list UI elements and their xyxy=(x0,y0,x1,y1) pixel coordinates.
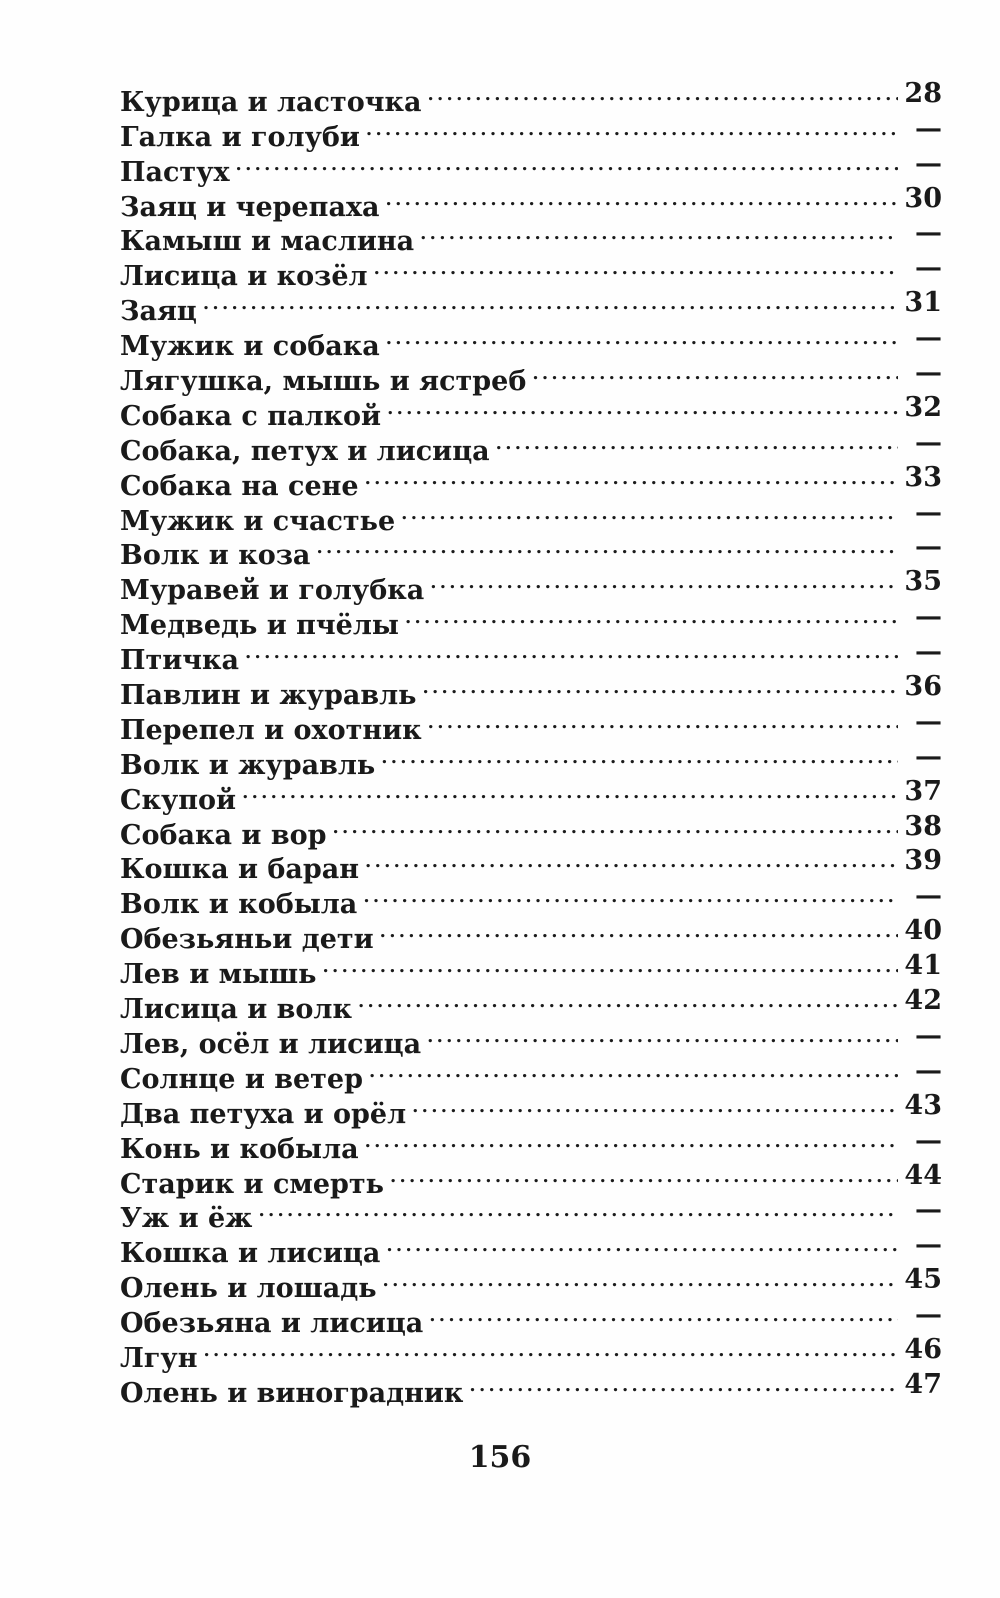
dot-leader xyxy=(316,530,898,565)
toc-entry-title: Павлин и журавль xyxy=(120,680,417,712)
dot-leader xyxy=(422,669,898,704)
toc-entry-title: Лев, осёл и лисица xyxy=(120,1028,422,1060)
toc-entry-page: 43 xyxy=(904,1089,942,1121)
toc-entry-title: Кошка и лисица xyxy=(120,1238,381,1270)
dot-leader xyxy=(374,250,898,285)
toc-entry-title: Лисица и козёл xyxy=(120,261,368,293)
toc-entry-page: — xyxy=(915,1124,942,1156)
toc-entry-page: 47 xyxy=(904,1368,942,1400)
toc-entry-title: Заяц и черепаха xyxy=(120,191,380,223)
toc-entry-page: — xyxy=(915,1194,942,1226)
toc-entry-page: 46 xyxy=(904,1333,942,1365)
toc-entry-page: — xyxy=(915,636,942,668)
toc-entry-title: Обезьяньи дети xyxy=(120,924,374,956)
toc-entry-title: Кошка и баран xyxy=(120,854,360,886)
toc-entry-page: — xyxy=(915,496,942,528)
dot-leader xyxy=(390,1158,898,1193)
toc-entry-page: — xyxy=(915,740,942,772)
table-of-contents xyxy=(120,76,942,1409)
toc-entry-title: Медведь и пчёлы xyxy=(120,610,399,642)
toc-entry-page: 38 xyxy=(904,810,942,842)
toc-entry-page: — xyxy=(915,1019,942,1051)
toc-entry-page: — xyxy=(915,112,942,144)
toc-entry-page: — xyxy=(915,705,942,737)
dot-leader xyxy=(332,809,898,844)
dot-leader xyxy=(358,983,898,1018)
toc-entry-title: Перепел и охотник xyxy=(120,714,422,746)
toc-entry-title: Камыш и маслина xyxy=(120,226,415,258)
dot-leader xyxy=(203,1332,898,1367)
dot-leader xyxy=(365,844,898,879)
toc-entry-page: — xyxy=(915,147,942,179)
toc-entry-page: 44 xyxy=(904,1159,942,1191)
toc-entry-title: Лгун xyxy=(120,1342,198,1374)
toc-entry-title: Конь и кобыла xyxy=(120,1133,359,1165)
toc-entry-title: Волк и журавль xyxy=(120,749,376,781)
toc-entry xyxy=(120,774,942,816)
dot-leader xyxy=(427,1018,898,1053)
dot-leader xyxy=(386,1227,898,1262)
toc-entry-title: Волк и коза xyxy=(120,540,311,572)
toc-entry xyxy=(120,181,942,223)
dot-leader xyxy=(532,355,898,390)
toc-entry-page: 30 xyxy=(904,182,942,214)
toc-entry-title: Собака с палкой xyxy=(120,400,382,432)
toc-entry-title: Галка и голуби xyxy=(120,121,360,153)
page-number: 156 xyxy=(468,1440,532,1475)
dot-leader xyxy=(369,1053,898,1088)
dot-leader xyxy=(242,774,898,809)
toc-entry-page: 28 xyxy=(904,77,942,109)
toc-entry-page: 42 xyxy=(904,985,942,1017)
toc-entry-title: Лягушка, мышь и ястреб xyxy=(120,366,527,398)
dot-leader xyxy=(365,1123,898,1158)
toc-entry-page: 33 xyxy=(904,461,942,493)
dot-leader xyxy=(366,111,898,146)
toc-entry xyxy=(120,1367,942,1409)
dot-leader xyxy=(363,878,898,913)
toc-entry-page: — xyxy=(915,601,942,633)
dot-leader xyxy=(383,1262,898,1297)
dot-leader xyxy=(429,1297,898,1332)
dot-leader xyxy=(380,913,898,948)
toc-entry-page: 32 xyxy=(904,391,942,423)
toc-entry xyxy=(120,76,942,118)
toc-entry-page: 35 xyxy=(904,566,942,598)
toc-entry-title: Собака, петух и лисица xyxy=(120,435,490,467)
toc-entry-page: 45 xyxy=(904,1264,942,1296)
toc-entry-page: 40 xyxy=(904,915,942,947)
toc-entry-page: 39 xyxy=(904,845,942,877)
toc-entry-title: Курица и ласточка xyxy=(120,86,422,118)
toc-entry-title: Олень и лошадь xyxy=(120,1273,377,1305)
toc-entry-title: Лев и мышь xyxy=(120,959,317,991)
dot-leader xyxy=(323,948,898,983)
dot-leader xyxy=(401,495,898,530)
toc-entry xyxy=(120,809,942,851)
toc-entry-title: Олень и виноградник xyxy=(120,1377,464,1409)
dot-leader xyxy=(365,460,898,495)
toc-entry-page: — xyxy=(915,217,942,249)
toc-entry xyxy=(120,320,942,363)
dot-leader xyxy=(381,739,898,774)
dot-leader xyxy=(387,390,898,425)
dot-leader xyxy=(405,599,898,634)
toc-entry xyxy=(120,1332,942,1374)
toc-entry-page: — xyxy=(915,426,942,458)
toc-entry-title: Волк и кобыла xyxy=(120,889,358,921)
toc-entry-page: — xyxy=(915,1054,942,1086)
dot-leader xyxy=(386,320,898,355)
toc-entry-title: Обезьяна и лисица xyxy=(120,1308,424,1340)
dot-leader xyxy=(420,216,898,251)
toc-entry-title: Мужик и счастье xyxy=(120,505,396,537)
toc-entry-title: Скупой xyxy=(120,784,237,816)
toc-entry-title: Солнце и ветер xyxy=(120,1063,363,1095)
toc-entry-page: — xyxy=(915,531,942,563)
toc-entry-title: Два петуха и орёл xyxy=(120,1098,407,1130)
dot-leader xyxy=(412,1088,898,1123)
toc-entry-title: Собака на сене xyxy=(120,470,359,502)
toc-entry-page: — xyxy=(915,357,942,389)
toc-entry xyxy=(120,146,942,188)
toc-entry-title: Муравей и голубка xyxy=(120,575,425,607)
toc-entry-title: Уж и ёж xyxy=(120,1203,253,1235)
dot-leader xyxy=(427,76,898,111)
toc-entry-page: 31 xyxy=(904,287,942,319)
toc-entry-title: Старик и смерть xyxy=(120,1168,384,1200)
dot-leader xyxy=(496,425,898,460)
toc-entry-title: Мужик и собака xyxy=(120,331,380,363)
dot-leader xyxy=(428,704,898,739)
dot-leader xyxy=(258,1193,898,1228)
toc-entry xyxy=(120,285,942,328)
toc-entry-page: 37 xyxy=(904,775,942,807)
dot-leader xyxy=(469,1367,898,1402)
dot-leader xyxy=(203,285,898,320)
toc-entry-page: — xyxy=(915,1299,942,1331)
dot-leader xyxy=(245,634,898,669)
dot-leader xyxy=(236,146,898,181)
toc-entry-title: Птичка xyxy=(120,645,240,677)
toc-entry-page: — xyxy=(915,1229,942,1261)
toc-entry-title: Пастух xyxy=(120,156,230,188)
toc-entry-page: 41 xyxy=(904,950,942,982)
toc-entry-title: Собака и вор xyxy=(120,819,327,851)
toc-entry-title: Лисица и волк xyxy=(120,994,352,1026)
toc-entry-page: — xyxy=(915,880,942,912)
dot-leader xyxy=(430,564,898,599)
dot-leader xyxy=(386,181,898,216)
toc-entry-page: 36 xyxy=(904,671,942,703)
toc-entry-page: — xyxy=(915,322,942,354)
toc-entry-page: — xyxy=(915,252,942,284)
toc-entry-title: Заяц xyxy=(120,296,197,328)
